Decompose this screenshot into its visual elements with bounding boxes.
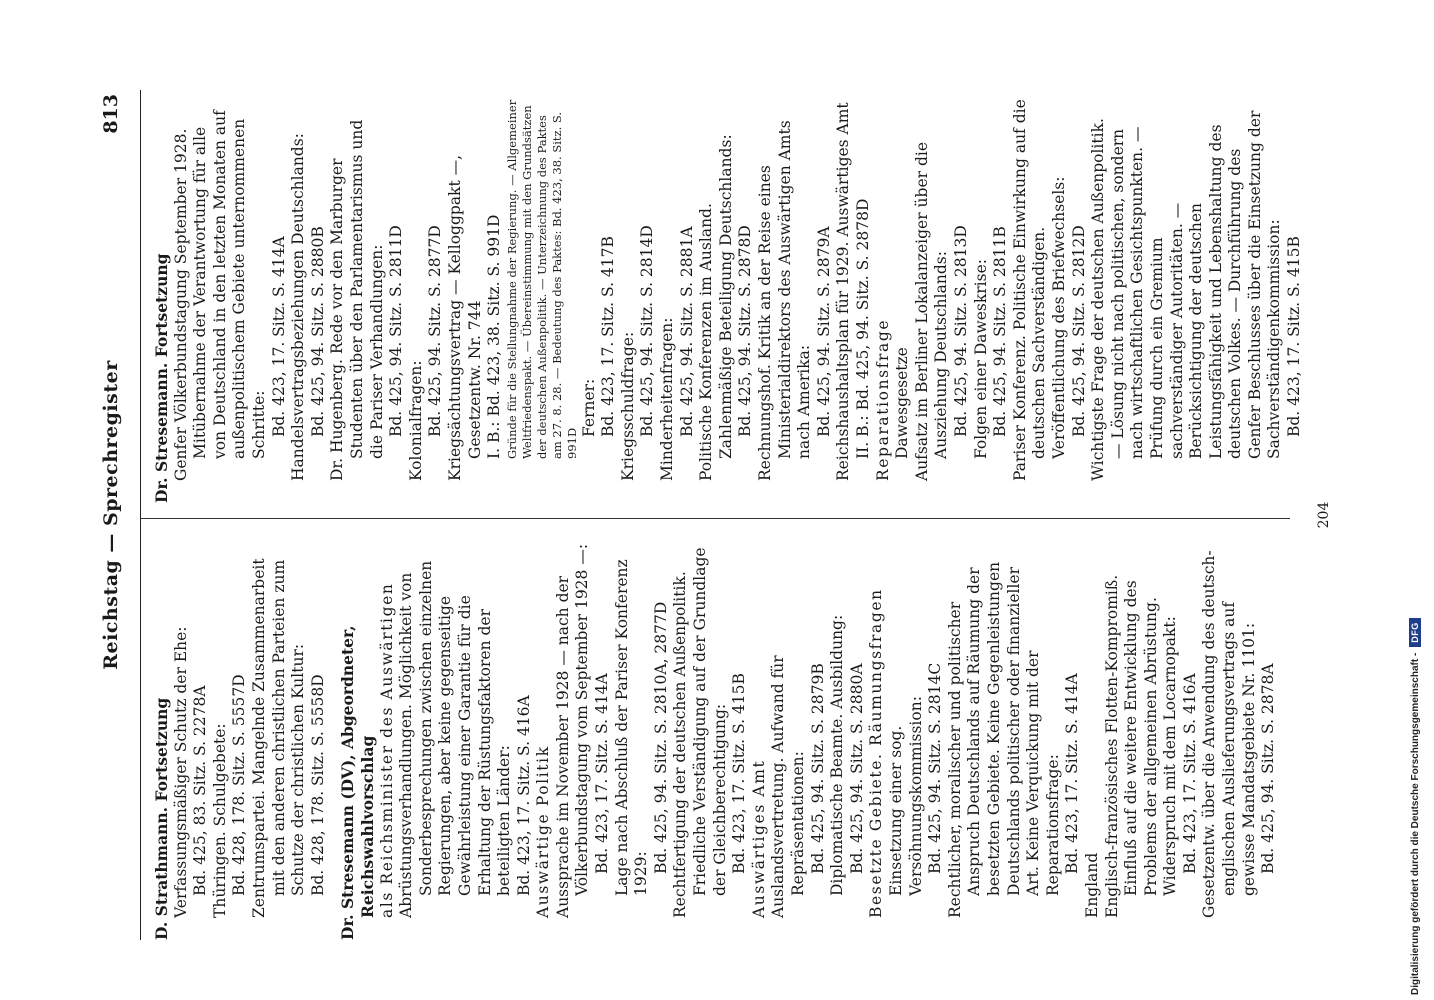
register-entry: Gesetzentw. über die Anwendung des deutsch-englischen Auslieferungsvertrags auf gewisse Mandatsgebiete Nr. 1101: xyxy=(1200,550,1258,918)
running-head xyxy=(92,90,141,940)
register-entry: Rechnungshof. Kritik an der Reise eines Ministerialdirektors des Auswärtigen Amts nach Amerika: xyxy=(756,120,814,481)
running-title: Reichstag — Sprechregister xyxy=(100,360,122,670)
register-entry: Bd. 425, 94. Sitz. S. 2881A xyxy=(677,226,696,437)
register-entry: Auswärtiges Amt xyxy=(749,759,768,918)
page-number: 813 xyxy=(100,94,122,134)
register-entry: Bd. 425, 94. Sitz. S. 2877D xyxy=(426,225,445,437)
register-entry: Folgen einer Daweskrise: xyxy=(971,259,990,459)
register-entry: Bd. 428, 178. Sitz. S. 5558D xyxy=(308,674,327,896)
register-entry: Dr. Stresemann (DV), Abgeordneter, Reichswahlvorschlag xyxy=(338,625,377,940)
register-entry: Verfassungsmäßiger Schutz der Ehe: xyxy=(171,626,190,918)
register-entry: Ferner: xyxy=(579,378,598,437)
dfg-logo: DFG xyxy=(1409,618,1421,647)
register-entry: Pariser Konferenz. Politische Einwirkung auf die deutschen Sachverständigen. Veröffentlichung des Briefwechsels: xyxy=(1010,99,1068,481)
register-entry: Bd. 423, 17. Sitz. S. 414A xyxy=(269,236,288,437)
digitization-note xyxy=(1409,618,1421,995)
column-divider xyxy=(140,518,1290,519)
register-entry: Bd. 425, 94. Sitz. S. 2810A, 2877D xyxy=(651,601,670,874)
register-entry: Auslandsvertretung. Aufwand für Repräsentationen: xyxy=(769,655,807,918)
register-entry: Kriegsschuldfrage: xyxy=(618,331,637,481)
register-entry: Handelsvertragsbeziehungen Deutschlands: xyxy=(289,133,308,481)
register-entry: Bd. 423, 17. Sitz. S. 415B xyxy=(1285,236,1304,437)
register-entry: Kolonialfragen: xyxy=(406,360,425,481)
register-entry: Bd. 425, 83. Sitz. S. 2278A xyxy=(191,685,210,896)
register-entry: Diplomatische Beamte. Ausbildung: xyxy=(828,614,847,896)
digitization-note-text: Digitalisierung gefördert durch die Deutsche Forschungsgemeinschaft - xyxy=(1409,652,1421,995)
register-entry: Genfer Völkerbundstagung September 1928. Mitübernahme der Verantwortung für alle von Deutschland in den letzten Monaten auf außenpolitischem Gebiete unternommenen Schritte: xyxy=(171,110,268,481)
register-entry: II. B.: Bd. 425, 94. Sitz. S. 2878D xyxy=(854,198,872,459)
register-entry: Dr. Stresemann. Fortsetzung xyxy=(152,253,171,503)
register-entry xyxy=(328,535,338,940)
register-entry: Kriegsächtungsvertrag — Kelloggpakt —, Gesetzentw. Nr. 744 xyxy=(445,154,484,481)
register-entry: Bd. 425, 94. Sitz. S. 2878D xyxy=(736,225,755,437)
register-entry: Dr. Hugenberg. Rede vor den Marburger Studenten über den Parlamentarismus und die Pariser Verhandlungen: xyxy=(328,119,386,481)
register-entry: Wichtigste Frage der deutschen Außenpolitik. — Lösung nicht nach politischen, sondern nach wirtschaftlichen Gesichtspunkten. — Prüfung durch ein Gremium sachverständiger Autoritäten. — Berücksichtigung der deutschen Leistungsfähigkeit und Lebenshaltung des deutschen Volkes. — Durchführung des Genfer Beschlusses über die Einsetzung der Sachverständigenkommission: xyxy=(1089,110,1284,481)
register-entry: Einsetzung einer sog. Versöhnungskommission: xyxy=(886,696,925,896)
register-entry: Bd. 423, 17. Sitz. S. 416A xyxy=(514,695,533,896)
register-entry: Bd. 428, 178. Sitz. S. 5557D xyxy=(230,674,249,896)
register-entry: Englisch-französisches Flotten-Kompromiß. Einfluß auf die weitere Entwicklung des Problems der allgemeinen Abrüstung. Widerspruch mit dem Locarnopakt: xyxy=(1102,574,1180,918)
register-entry: England xyxy=(1082,852,1101,918)
register-entry: Bd. 425, 94. Sitz. S. 2879B xyxy=(808,663,827,874)
register-entry: Dawesgesetze xyxy=(893,347,912,459)
register-entry: Rechtlicher, moralischer und politischer Anspruch Deutschlands auf Räumung der besetzten Gebiete. Keine Gegenleistungen Deutschlands politischer oder finanzieller Art. Keine Verquickung mit der Reparationsfrage: xyxy=(945,561,1062,918)
sheet-number: 204 xyxy=(1316,501,1332,529)
register-entry: Gründe für die Stellungnahme der Regierung. — Allgemeiner Weltfriedenspakt. — Übereinstimmung mit den Grundsätzen der deutschen Außenpolitik. — Unterzeichnung des Paktes am 27. 8. 28. — Bedeutung des Paktes: Bd. 423, 38. Sitz. S. 991D xyxy=(504,99,579,459)
register-entry: Reichshaushaltsplan für 1929. Auswärtiges Amt xyxy=(834,102,853,481)
register-entry: Zentrumspartei. Mangelnde Zusammenarbeit mit den anderen christlichen Parteien zum Schutze der christlichen Kultur: xyxy=(249,558,308,918)
register-entry: Thüringen. Schulgebete: xyxy=(210,723,229,918)
register-entry: Bd. 425, 94. Sitz. S. 2879A xyxy=(814,226,833,437)
register-entry: Bd. 425, 94. Sitz. S. 2813D xyxy=(951,225,970,437)
register-entry: Reparationsfrage xyxy=(873,318,892,481)
register-entry: Bd. 423, 17. Sitz. S. 414A xyxy=(593,673,612,874)
register-entry: I. B.: Bd. 423, 38. Sitz. S. 991D xyxy=(485,214,504,459)
right-column xyxy=(152,98,1312,503)
register-entry: Bd. 425, 94. Sitz. S. 2811D xyxy=(387,225,406,437)
register-entry: Abrüstungsverhandlungen. Möglichkeit von Sonderbesprechungen zwischen einzelnen Regierungen, aber keine gegenseitige Gewährleistung einer Garantie für die Erhaltung der Rüstungsfaktoren der beteiligten Länder: xyxy=(397,560,514,918)
register-entry: Auswärtige Politik xyxy=(534,745,553,918)
register-entry: D. Strathmann. Fortsetzung xyxy=(152,697,171,940)
register-entry: Bd. 425, 94. Sitz. S. 2812D xyxy=(1069,225,1088,437)
register-entry: Lage nach Abschluß der Pariser Konferenz 1929: xyxy=(612,559,651,896)
register-entry: Bd. 423, 17. Sitz. S. 414A xyxy=(1063,673,1082,874)
left-column xyxy=(152,535,1312,940)
register-entry: Bd. 423, 17. Sitz. S. 417B xyxy=(599,236,618,437)
register-entry: Bd. 425, 94. Sitz. S. 2811B xyxy=(991,226,1010,437)
register-entry: Besetzte Gebiete. Räumungsfragen xyxy=(867,588,886,918)
register-entry: Bd. 425, 94. Sitz. S. 2880A xyxy=(847,663,866,874)
register-entry: Bd. 425, 94. Sitz. S. 2814D xyxy=(638,225,657,437)
register-entry: Bd. 425, 94. Sitz. S. 2878A xyxy=(1259,663,1278,874)
register-entry: Bd. 423, 17. Sitz. S. 415B xyxy=(730,673,749,874)
register-entry: Aufsatz im Berliner Lokalanzeiger über die Ausziehung Deutschlands: xyxy=(912,141,951,481)
register-entry: Bd. 425, 94. Sitz. S. 2880B xyxy=(308,226,327,437)
register-entry: Aussprache im November 1928 — nach der Völkerbundstagung vom September 1928 —: xyxy=(553,543,592,918)
register-entry: Politische Konferenzen im Ausland. Zahlenmäßige Beteiligung Deutschlands: xyxy=(697,134,735,481)
register-entry: Rechtfertigung der deutschen Außenpolitik. Friedliche Verständigung auf der Grundlage der Gleichberechtigung: xyxy=(671,547,729,918)
register-entry: als Reichsminister des Auswärtigen xyxy=(377,582,396,918)
register-entry: Minderheitenfragen: xyxy=(658,317,677,481)
register-entry: Bd. 423, 17. Sitz. S. 416A xyxy=(1180,673,1199,874)
register-entry: Bd. 425, 94. Sitz. S. 2814C xyxy=(926,662,945,874)
rotated-register-page xyxy=(92,90,1332,940)
